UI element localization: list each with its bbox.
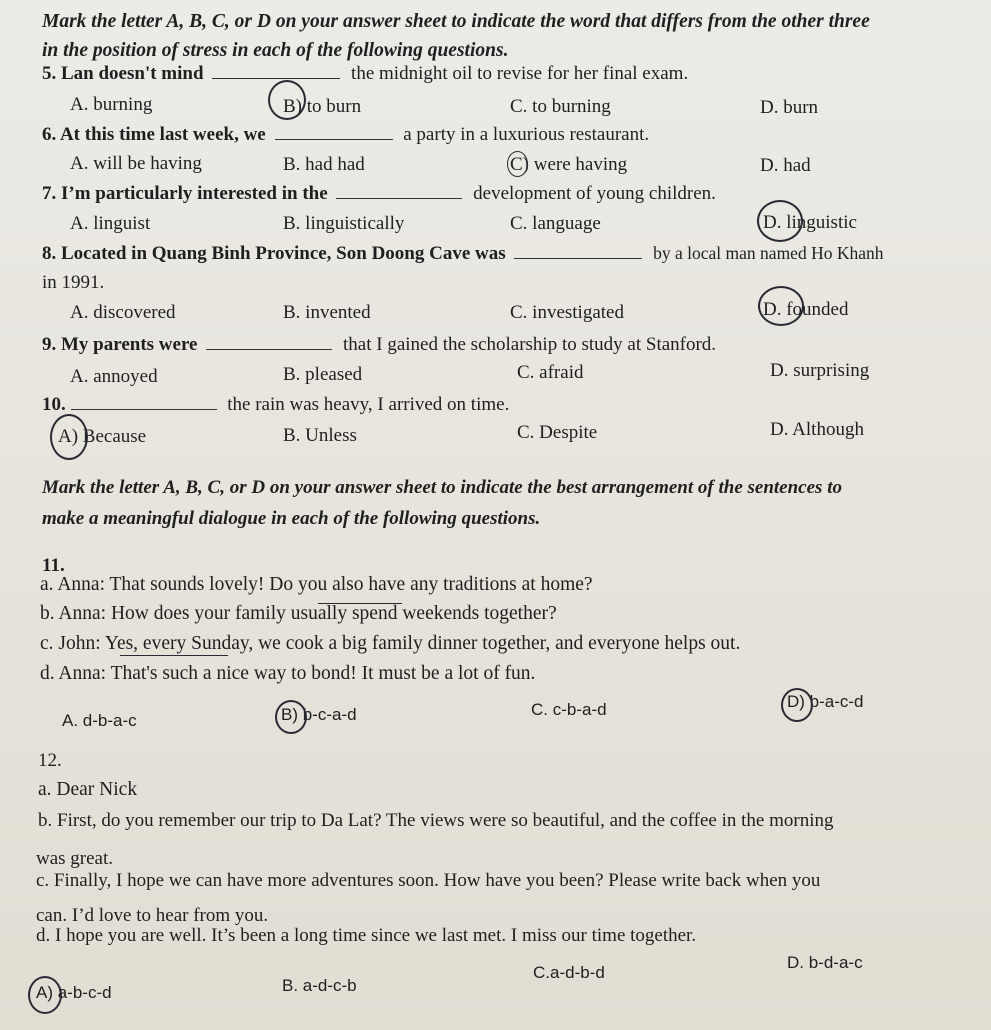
question-12-option-b[interactable]: B. a-d-c-b xyxy=(282,976,357,995)
question-11-line-d: d. Anna: That's such a nice way to bond! It must be a lot of fun. xyxy=(40,663,536,684)
section1-instruction-line1: Mark the letter A, B, C, or D on your answer sheet to indicate the word that differs from the other three xyxy=(42,11,870,32)
question-10-option-d[interactable]: D. Although xyxy=(770,419,864,440)
question-6-option-d[interactable]: D. had xyxy=(760,155,811,176)
answer-blank xyxy=(212,64,340,79)
question-8-option-d[interactable]: D. founded xyxy=(763,299,849,320)
section2-instruction-line2: make a meaningful dialogue in each of the following questions. xyxy=(42,508,541,529)
question-9-stem-end: that I gained the scholarship to study at Stanford. xyxy=(343,334,717,355)
question-7-stem-end: development of young children. xyxy=(473,183,716,204)
question-11-line-c: c. John: Yes, every Sunday, we cook a big family dinner together, and everyone helps out. xyxy=(40,633,741,654)
question-7-option-a[interactable]: A. linguist xyxy=(70,213,151,234)
question-6-stem-end: a party in a luxurious restaurant. xyxy=(403,124,650,145)
question-5-stem-end: the midnight oil to revise for her final exam. xyxy=(351,63,689,84)
answer-blank xyxy=(206,335,332,350)
question-10-stem-end: the rain was heavy, I arrived on time. xyxy=(227,394,510,415)
question-10-stem-start: 10. xyxy=(42,394,66,415)
question-5-option-b[interactable]: B) to burn xyxy=(283,96,362,117)
question-8-stem-start: 8. Located in Quang Binh Province, Son Doong Cave was xyxy=(42,243,506,264)
pen-underline-mark xyxy=(120,655,228,656)
question-9-option-b[interactable]: B. pleased xyxy=(283,364,363,385)
question-6-option-a[interactable]: A. will be having xyxy=(70,153,202,174)
question-12-line-c1: c. Finally, I hope we can have more adventures soon. How have you been? Please write back when you xyxy=(36,870,821,891)
question-8-option-a[interactable]: A. discovered xyxy=(70,302,176,323)
question-12-line-b2: was great. xyxy=(36,848,114,869)
question-9-option-a[interactable]: A. annoyed xyxy=(70,366,158,387)
question-6-stem xyxy=(42,124,649,146)
question-8-stem-end: by a local man named Ho Khanh xyxy=(653,243,884,263)
question-5-option-d[interactable]: D. burn xyxy=(760,97,819,118)
question-9-option-c[interactable]: C. afraid xyxy=(517,362,584,383)
question-8-stem-continued: in 1991. xyxy=(42,272,105,293)
question-11-option-b[interactable]: B) b-c-a-d xyxy=(281,705,357,724)
question-12-number: 12. xyxy=(38,750,62,771)
section1-instruction-line2: in the position of stress in each of the following questions. xyxy=(42,40,509,61)
question-6-stem-start: 6. At this time last week, we xyxy=(42,124,266,145)
question-7-stem xyxy=(42,183,716,205)
question-8-option-c[interactable]: C. investigated xyxy=(510,302,624,323)
section2-instruction-line1: Mark the letter A, B, C, or D on your answer sheet to indicate the best arrangement of the sentences to xyxy=(42,477,842,498)
question-5-stem xyxy=(42,63,688,85)
question-12-line-a: a. Dear Nick xyxy=(38,779,138,800)
question-6-option-b[interactable]: B. had had xyxy=(283,154,365,175)
question-12-line-d: d. I hope you are well. It’s been a long time since we last met. I miss our time together. xyxy=(36,925,697,946)
question-12-option-c[interactable]: C.a-d-b-d xyxy=(533,963,605,982)
question-9-stem xyxy=(42,334,716,356)
question-7-option-b[interactable]: B. linguistically xyxy=(283,213,405,234)
question-5-option-c[interactable]: C. to burning xyxy=(510,96,611,117)
question-9-stem-start: 9. My parents were xyxy=(42,334,198,355)
answer-blank xyxy=(514,244,642,259)
question-11-option-d[interactable]: D) b-a-c-d xyxy=(787,692,864,711)
question-6-option-c[interactable]: C) were having xyxy=(510,154,628,175)
question-12-option-d[interactable]: D. b-d-a-c xyxy=(787,953,863,972)
question-10-stem xyxy=(42,394,509,416)
question-10-option-c[interactable]: C. Despite xyxy=(517,422,598,443)
question-8-option-b[interactable]: B. invented xyxy=(283,302,371,323)
question-5-option-a[interactable]: A. burning xyxy=(70,94,153,115)
question-7-option-c[interactable]: C. language xyxy=(510,213,601,234)
question-7-stem-start: 7. I’m particularly interested in the xyxy=(42,183,328,204)
question-11-line-b: b. Anna: How does your family usually spend weekends together? xyxy=(40,603,557,624)
question-11-line-a: a. Anna: That sounds lovely! Do you also have any traditions at home? xyxy=(40,574,593,595)
question-10-option-a[interactable]: A) Because xyxy=(58,426,147,447)
question-12-line-c2: can. I’d love to hear from you. xyxy=(36,905,269,926)
question-5-stem-start: 5. Lan doesn't mind xyxy=(42,63,204,84)
question-11-option-c[interactable]: C. c-b-a-d xyxy=(531,700,607,719)
answer-blank xyxy=(71,395,217,410)
question-8-stem xyxy=(42,242,884,265)
question-9-option-d[interactable]: D. surprising xyxy=(770,360,870,381)
question-11-option-a[interactable]: A. d-b-a-c xyxy=(62,711,137,730)
question-10-option-b[interactable]: B. Unless xyxy=(283,425,357,446)
answer-blank xyxy=(336,184,462,199)
question-12-line-b1: b. First, do you remember our trip to Da Lat? The views were so beautiful, and the coffee in the morning xyxy=(38,810,834,831)
answer-blank xyxy=(275,125,393,140)
question-7-option-d[interactable]: D. linguistic xyxy=(763,212,857,233)
question-11-number: 11. xyxy=(42,555,65,576)
question-12-option-a[interactable]: A) a-b-c-d xyxy=(36,983,112,1002)
